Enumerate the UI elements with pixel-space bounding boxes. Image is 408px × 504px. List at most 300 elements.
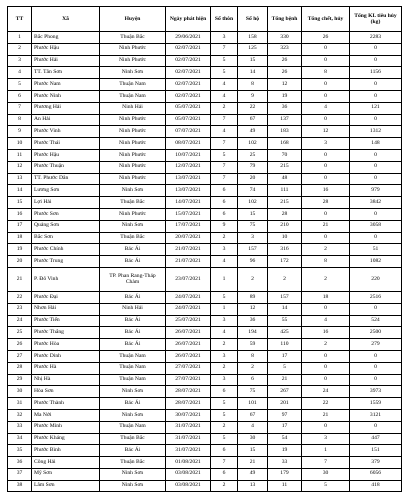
cell-total-sick: 28 xyxy=(268,208,302,220)
table-row xyxy=(8,362,402,374)
cell-households: 89 xyxy=(238,291,268,303)
cell-total-weight: 0 xyxy=(350,79,402,91)
cell-households: 67 xyxy=(238,409,268,421)
cell-total-weight: 1156 xyxy=(350,67,402,79)
cell-total-dead: 0 xyxy=(302,43,350,55)
cell-row-number: 34 xyxy=(8,433,32,445)
cell-total-weight: 2516 xyxy=(350,291,402,303)
cell-total-dead: 0 xyxy=(302,161,350,173)
header-villages: Số thôn xyxy=(211,7,238,32)
header-households: Số hộ xyxy=(238,7,268,32)
cell-households: 125 xyxy=(238,43,268,55)
cell-total-sick: 97 xyxy=(268,409,302,421)
cell-district: Ninh Sơn xyxy=(100,67,166,79)
cell-villages: 4 xyxy=(211,90,238,102)
cell-total-dead: 0 xyxy=(302,362,350,374)
cell-district: Ninh Hải xyxy=(100,303,166,315)
cell-row-number: 36 xyxy=(8,457,32,469)
table-row xyxy=(8,468,402,480)
table-row xyxy=(8,374,402,386)
table-row xyxy=(8,480,402,492)
cell-date: 25/07/2021 xyxy=(166,315,211,327)
cell-total-weight: 0 xyxy=(350,114,402,126)
cell-households: 49 xyxy=(238,126,268,138)
cell-total-sick: 12 xyxy=(268,79,302,91)
table-row xyxy=(8,433,402,445)
table-row xyxy=(8,185,402,197)
cell-date: 30/07/2021 xyxy=(166,409,211,421)
cell-total-weight: 0 xyxy=(350,374,402,386)
cell-district: Ninh Sơn xyxy=(100,386,166,398)
outbreak-table-sheet xyxy=(7,6,401,493)
table-row xyxy=(8,126,402,138)
cell-villages: 3 xyxy=(211,32,238,44)
cell-district: Ninh Sơn xyxy=(100,185,166,197)
cell-total-sick: 33 xyxy=(268,457,302,469)
table-row xyxy=(8,256,402,268)
cell-row-number: 5 xyxy=(8,79,32,91)
cell-row-number: 18 xyxy=(8,232,32,244)
cell-commune: Hòa Sơn xyxy=(32,386,100,398)
cell-commune: Phước Sơn xyxy=(32,208,100,220)
cell-households: 30 xyxy=(238,433,268,445)
table-row xyxy=(8,445,402,457)
cell-total-weight: 220 xyxy=(350,267,402,291)
cell-households: 15 xyxy=(238,55,268,67)
cell-total-weight: 1082 xyxy=(350,256,402,268)
cell-date: 02/07/2021 xyxy=(166,90,211,102)
table-row xyxy=(8,457,402,469)
cell-commune: Phước Nam xyxy=(32,79,100,91)
cell-villages: 5 xyxy=(211,55,238,67)
cell-date: 24/07/2021 xyxy=(166,303,211,315)
cell-total-dead: 3 xyxy=(302,138,350,150)
header-total-dead: Tổng chết, hủy xyxy=(302,7,350,32)
cell-total-dead: 0 xyxy=(302,208,350,220)
cell-total-sick: 210 xyxy=(268,220,302,232)
cell-commune: Phước Thắng xyxy=(32,327,100,339)
cell-total-sick: 201 xyxy=(268,398,302,410)
cell-households: 157 xyxy=(238,244,268,256)
cell-villages: 7 xyxy=(211,138,238,150)
cell-district: Thuận Nam xyxy=(100,421,166,433)
cell-row-number: 31 xyxy=(8,398,32,410)
cell-district: Thuận Bắc xyxy=(100,32,166,44)
cell-total-weight: 0 xyxy=(350,43,402,55)
cell-date: 20/07/2021 xyxy=(166,232,211,244)
cell-total-dead: 30 xyxy=(302,468,350,480)
cell-villages: 3 xyxy=(211,315,238,327)
cell-total-sick: 54 xyxy=(268,433,302,445)
table-row xyxy=(8,315,402,327)
cell-row-number: 24 xyxy=(8,315,32,327)
cell-commune: Nhơn Hải xyxy=(32,303,100,315)
cell-district: Ninh Phước xyxy=(100,138,166,150)
cell-commune: P. Đô Vinh xyxy=(32,267,100,291)
table-row xyxy=(8,90,402,102)
cell-total-dead: 2 xyxy=(302,244,350,256)
table-row xyxy=(8,197,402,209)
cell-total-sick: 14 xyxy=(268,303,302,315)
cell-row-number: 32 xyxy=(8,409,32,421)
cell-total-dead: 0 xyxy=(302,55,350,67)
cell-total-sick: 48 xyxy=(268,173,302,185)
cell-total-sick: 183 xyxy=(268,126,302,138)
cell-date: 12/07/2021 xyxy=(166,161,211,173)
cell-total-dead: 0 xyxy=(302,374,350,386)
cell-households: 14 xyxy=(238,67,268,79)
cell-date: 02/07/2021 xyxy=(166,43,211,55)
cell-households: 36 xyxy=(238,315,268,327)
cell-commune: Lâm Sơn xyxy=(32,480,100,492)
cell-total-dead: 7 xyxy=(302,457,350,469)
header-commune: Xã xyxy=(32,7,100,32)
cell-commune: TT. Phước Dân xyxy=(32,173,100,185)
table-row xyxy=(8,102,402,114)
cell-villages: 7 xyxy=(211,114,238,126)
cell-row-number: 29 xyxy=(8,374,32,386)
cell-households: 13 xyxy=(238,480,268,492)
cell-district: Thuận Bắc xyxy=(100,457,166,469)
cell-households: 102 xyxy=(238,197,268,209)
cell-commune: Phước Thuận xyxy=(32,161,100,173)
cell-total-dead: 2 xyxy=(302,267,350,291)
cell-households: 8 xyxy=(238,350,268,362)
cell-total-dead: 4 xyxy=(302,315,350,327)
cell-households: 2 xyxy=(238,267,268,291)
cell-commune: Phước Thái xyxy=(32,138,100,150)
cell-commune: Nhị Hà xyxy=(32,374,100,386)
cell-date: 23/07/2021 xyxy=(166,267,211,291)
table-row xyxy=(8,79,402,91)
cell-commune: Phước Hậu xyxy=(32,43,100,55)
cell-total-weight: 3842 xyxy=(350,197,402,209)
cell-row-number: 14 xyxy=(8,185,32,197)
cell-district: Thuận Nam xyxy=(100,90,166,102)
cell-total-weight: 3121 xyxy=(350,409,402,421)
cell-date: 31/07/2021 xyxy=(166,433,211,445)
cell-row-number: 19 xyxy=(8,244,32,256)
cell-households: 158 xyxy=(238,32,268,44)
cell-commune: Quảng Sơn xyxy=(32,220,100,232)
cell-row-number: 35 xyxy=(8,445,32,457)
header-total-sick: Tổng bệnh xyxy=(268,7,302,32)
cell-row-number: 25 xyxy=(8,327,32,339)
cell-total-dead: 0 xyxy=(302,350,350,362)
cell-households: 3 xyxy=(238,232,268,244)
cell-district: Ninh Sơn xyxy=(100,480,166,492)
table-row xyxy=(8,55,402,67)
cell-total-dead: 16 xyxy=(302,185,350,197)
cell-district: Bác Ái xyxy=(100,244,166,256)
cell-date: 21/07/2021 xyxy=(166,256,211,268)
table-row xyxy=(8,67,402,79)
cell-commune: Phước Tiến xyxy=(32,315,100,327)
cell-households: 194 xyxy=(238,327,268,339)
cell-district: Bác Ái xyxy=(100,291,166,303)
cell-villages: 4 xyxy=(211,256,238,268)
table-row xyxy=(8,291,402,303)
cell-date: 29/06/2021 xyxy=(166,32,211,44)
cell-total-dead: 1 xyxy=(302,445,350,457)
cell-date: 28/07/2021 xyxy=(166,398,211,410)
table-row xyxy=(8,398,402,410)
cell-total-sick: 215 xyxy=(268,197,302,209)
cell-villages: 5 xyxy=(211,67,238,79)
cell-total-weight: 2500 xyxy=(350,327,402,339)
cell-households: 102 xyxy=(238,138,268,150)
cell-total-weight: 0 xyxy=(350,161,402,173)
cell-households: 15 xyxy=(238,208,268,220)
cell-total-sick: 323 xyxy=(268,43,302,55)
cell-villages: 9 xyxy=(211,220,238,232)
cell-total-weight: 121 xyxy=(350,102,402,114)
cell-commune: Phước Hải xyxy=(32,55,100,67)
cell-district: Thuận Nam xyxy=(100,79,166,91)
cell-district: Thuận Bắc xyxy=(100,232,166,244)
outbreak-table xyxy=(7,6,402,492)
cell-total-weight: 0 xyxy=(350,173,402,185)
cell-villages: 4 xyxy=(211,79,238,91)
cell-villages: 3 xyxy=(211,350,238,362)
cell-commune: Công Hải xyxy=(32,457,100,469)
cell-date: 13/07/2021 xyxy=(166,173,211,185)
cell-date: 03/08/2021 xyxy=(166,480,211,492)
cell-total-dead: 18 xyxy=(302,291,350,303)
cell-district: Thuận Nam xyxy=(100,350,166,362)
cell-total-sick: 21 xyxy=(268,374,302,386)
cell-total-weight: 0 xyxy=(350,362,402,374)
cell-total-sick: 26 xyxy=(268,55,302,67)
cell-row-number: 1 xyxy=(8,32,32,44)
cell-row-number: 8 xyxy=(8,114,32,126)
cell-households: 2 xyxy=(238,362,268,374)
cell-total-dead: 0 xyxy=(302,421,350,433)
cell-total-weight: 148 xyxy=(350,138,402,150)
cell-total-sick: 5 xyxy=(268,362,302,374)
cell-date: 15/07/2021 xyxy=(166,208,211,220)
table-row xyxy=(8,161,402,173)
cell-total-weight: 979 xyxy=(350,185,402,197)
cell-households: 96 xyxy=(238,256,268,268)
cell-total-weight: 379 xyxy=(350,457,402,469)
cell-total-dead: 22 xyxy=(302,398,350,410)
cell-row-number: 38 xyxy=(8,480,32,492)
cell-total-weight: 447 xyxy=(350,433,402,445)
table-row xyxy=(8,208,402,220)
cell-total-dead: 21 xyxy=(302,220,350,232)
header-tt: TT xyxy=(8,7,32,32)
cell-total-weight: 6056 xyxy=(350,468,402,480)
cell-date: 26/07/2021 xyxy=(166,350,211,362)
cell-villages: 6 xyxy=(211,197,238,209)
cell-row-number: 22 xyxy=(8,291,32,303)
cell-district: Ninh Phước xyxy=(100,114,166,126)
cell-district: Ninh Sơn xyxy=(100,220,166,232)
cell-date: 31/07/2021 xyxy=(166,445,211,457)
cell-households: 6 xyxy=(238,374,268,386)
table-body xyxy=(8,32,402,492)
cell-villages: 2 xyxy=(211,339,238,351)
cell-row-number: 16 xyxy=(8,208,32,220)
cell-date: 13/07/2021 xyxy=(166,185,211,197)
table-row xyxy=(8,303,402,315)
cell-commune: Bắc Sơn xyxy=(32,232,100,244)
cell-commune: TT. Tân Sơn xyxy=(32,67,100,79)
cell-villages: 2 xyxy=(211,421,238,433)
cell-district: Bác Ái xyxy=(100,398,166,410)
cell-villages: 5 xyxy=(211,409,238,421)
cell-date: 02/07/2021 xyxy=(166,67,211,79)
cell-villages: 7 xyxy=(211,161,238,173)
cell-villages: 1 xyxy=(211,267,238,291)
cell-households: 75 xyxy=(238,220,268,232)
cell-total-weight: 0 xyxy=(350,90,402,102)
cell-total-weight: 151 xyxy=(350,445,402,457)
cell-total-dead: 0 xyxy=(302,303,350,315)
cell-date: 27/07/2021 xyxy=(166,362,211,374)
cell-villages: 6 xyxy=(211,208,238,220)
table-row xyxy=(8,267,402,291)
table-row xyxy=(8,32,402,44)
cell-total-dead: 8 xyxy=(302,67,350,79)
cell-households: 8 xyxy=(238,79,268,91)
cell-district: Ninh Sơn xyxy=(100,468,166,480)
cell-date: 24/07/2021 xyxy=(166,291,211,303)
cell-total-sick: 172 xyxy=(268,256,302,268)
cell-households: 59 xyxy=(238,339,268,351)
cell-total-weight: 0 xyxy=(350,232,402,244)
cell-villages: 2 xyxy=(211,102,238,114)
cell-row-number: 23 xyxy=(8,303,32,315)
cell-commune: Phước Minh xyxy=(32,421,100,433)
cell-commune: Phước Thành xyxy=(32,398,100,410)
cell-commune: Phước Đại xyxy=(32,291,100,303)
cell-villages: 2 xyxy=(211,362,238,374)
cell-total-weight: 3973 xyxy=(350,386,402,398)
cell-row-number: 3 xyxy=(8,55,32,67)
cell-total-sick: 19 xyxy=(268,445,302,457)
cell-total-weight: 1559 xyxy=(350,398,402,410)
cell-total-dead: 12 xyxy=(302,126,350,138)
cell-villages: 2 xyxy=(211,232,238,244)
header-date: Ngày phát hiện xyxy=(166,7,211,32)
cell-total-weight: 0 xyxy=(350,350,402,362)
cell-total-sick: 137 xyxy=(268,114,302,126)
cell-total-dead: 24 xyxy=(302,386,350,398)
cell-date: 27/07/2021 xyxy=(166,374,211,386)
cell-date: 10/07/2021 xyxy=(166,149,211,161)
cell-households: 49 xyxy=(238,468,268,480)
cell-district: Ninh Phước xyxy=(100,55,166,67)
cell-total-dead: 0 xyxy=(302,149,350,161)
cell-district: Ninh Sơn xyxy=(100,409,166,421)
cell-date: 02/07/2021 xyxy=(166,79,211,91)
cell-total-dead: 0 xyxy=(302,232,350,244)
cell-total-sick: 316 xyxy=(268,244,302,256)
cell-villages: 1 xyxy=(211,303,238,315)
cell-total-sick: 26 xyxy=(268,67,302,79)
cell-district: Thuận Nam xyxy=(100,362,166,374)
cell-households: 75 xyxy=(238,386,268,398)
cell-total-sick: 215 xyxy=(268,161,302,173)
cell-date: 03/08/2021 xyxy=(166,468,211,480)
cell-date: 08/07/2021 xyxy=(166,138,211,150)
cell-households: 67 xyxy=(238,114,268,126)
cell-district: Ninh Phước xyxy=(100,43,166,55)
cell-row-number: 37 xyxy=(8,468,32,480)
cell-total-sick: 70 xyxy=(268,149,302,161)
cell-villages: 4 xyxy=(211,327,238,339)
cell-villages: 4 xyxy=(211,126,238,138)
cell-total-dead: 0 xyxy=(302,90,350,102)
cell-commune: Phước Trung xyxy=(32,256,100,268)
cell-total-sick: 36 xyxy=(268,102,302,114)
table-row xyxy=(8,421,402,433)
header-row xyxy=(8,7,402,32)
cell-date: 31/07/2021 xyxy=(166,421,211,433)
cell-households: 20 xyxy=(238,173,268,185)
cell-villages: 5 xyxy=(211,291,238,303)
cell-date: 02/07/2021 xyxy=(166,55,211,67)
cell-total-weight: 418 xyxy=(350,480,402,492)
cell-total-dead: 5 xyxy=(302,480,350,492)
cell-commune: Phước Vinh xyxy=(32,126,100,138)
cell-commune: Mỹ Sơn xyxy=(32,468,100,480)
cell-date: 21/07/2021 xyxy=(166,244,211,256)
cell-total-dead: 0 xyxy=(302,173,350,185)
cell-villages: 6 xyxy=(211,468,238,480)
cell-villages: 5 xyxy=(211,398,238,410)
cell-total-sick: 19 xyxy=(268,90,302,102)
cell-row-number: 11 xyxy=(8,149,32,161)
cell-households: 79 xyxy=(238,161,268,173)
cell-date: 05/07/2021 xyxy=(166,114,211,126)
cell-commune: Phước Hòa xyxy=(32,339,100,351)
cell-villages: 7 xyxy=(211,173,238,185)
cell-households: 101 xyxy=(238,398,268,410)
cell-total-dead: 28 xyxy=(302,197,350,209)
cell-villages: 3 xyxy=(211,244,238,256)
cell-date: 14/07/2021 xyxy=(166,197,211,209)
cell-total-weight: 51 xyxy=(350,244,402,256)
cell-households: 25 xyxy=(238,149,268,161)
cell-commune: Phước Ninh xyxy=(32,90,100,102)
table-row xyxy=(8,327,402,339)
cell-commune: Phước Dinh xyxy=(32,350,100,362)
cell-district: Ninh Phước xyxy=(100,161,166,173)
cell-villages: 5 xyxy=(211,433,238,445)
cell-district: Bác Ái xyxy=(100,339,166,351)
cell-row-number: 15 xyxy=(8,197,32,209)
cell-row-number: 2 xyxy=(8,43,32,55)
cell-date: 28/07/2021 xyxy=(166,386,211,398)
cell-row-number: 20 xyxy=(8,256,32,268)
cell-total-weight: 3058 xyxy=(350,220,402,232)
cell-district: Thuận Bắc xyxy=(100,197,166,209)
cell-district: Bác Ái xyxy=(100,445,166,457)
cell-row-number: 21 xyxy=(8,267,32,291)
cell-row-number: 6 xyxy=(8,90,32,102)
cell-commune: Phước Bình xyxy=(32,445,100,457)
cell-commune: Phương Hải xyxy=(32,102,100,114)
cell-total-sick: 17 xyxy=(268,350,302,362)
cell-total-sick: 330 xyxy=(268,32,302,44)
cell-total-dead: 0 xyxy=(302,114,350,126)
header-district: Huyện xyxy=(100,7,166,32)
cell-total-weight: 524 xyxy=(350,315,402,327)
cell-total-sick: 110 xyxy=(268,339,302,351)
